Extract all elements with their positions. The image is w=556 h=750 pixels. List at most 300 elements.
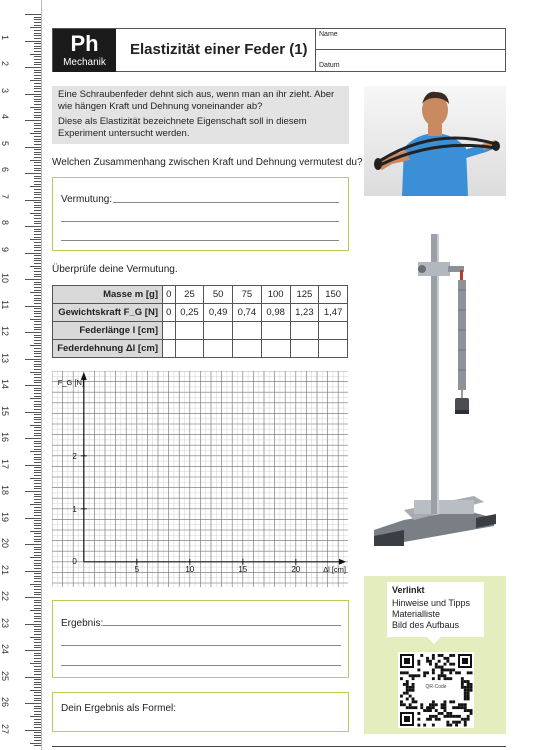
qr-module [438, 666, 441, 669]
ruler-tick [34, 327, 41, 328]
ruler-tick [34, 117, 41, 118]
qr-module [455, 721, 458, 724]
ruler-tick [25, 624, 41, 625]
qr-module [435, 663, 438, 666]
ruler-tick [25, 173, 41, 174]
ruler-tick [30, 160, 41, 161]
name-date-box [315, 29, 506, 72]
qr-module [444, 677, 447, 680]
qr-module [426, 706, 429, 709]
ruler-tick [30, 372, 41, 373]
ruler-tick [30, 398, 41, 399]
qr-module [444, 674, 447, 677]
table-cell: 0,74 [233, 304, 262, 322]
qr-module [406, 706, 409, 709]
ruler-tick [34, 684, 41, 685]
ruler-tick [34, 255, 41, 256]
ruler-tick [34, 462, 41, 463]
ruler-tick [34, 300, 41, 301]
ruler-tick [34, 104, 41, 105]
ruler-tick [34, 157, 41, 158]
ruler-tick [34, 457, 41, 458]
ruler-tick [34, 549, 41, 550]
y-tick-label: 2 [72, 451, 77, 461]
ruler-tick [30, 716, 41, 717]
qr-module [429, 703, 432, 706]
qr-module [420, 703, 423, 706]
ruler-tick [34, 369, 41, 370]
ruler-tick [30, 690, 41, 691]
ruler-tick [34, 687, 41, 688]
qr-module [432, 657, 435, 660]
ruler-tick [34, 131, 41, 132]
qr-module [452, 700, 455, 703]
qr-module [429, 706, 432, 709]
ruler-tick [34, 271, 41, 272]
qr-module [464, 703, 467, 706]
qr-finder-core [404, 716, 410, 722]
qr-module [444, 700, 447, 703]
ruler-tick [34, 382, 41, 383]
qr-module [403, 671, 406, 674]
qr-module [452, 721, 455, 724]
ruler-tick [34, 128, 41, 129]
ruler-tick [34, 351, 41, 352]
table-cell: 0 [163, 304, 176, 322]
qr-module [449, 715, 452, 718]
ruler-tick [34, 35, 41, 36]
ruler-tick [34, 401, 41, 402]
measurement-table [52, 285, 348, 358]
qr-module [432, 715, 435, 718]
formula-box[interactable] [52, 692, 349, 732]
linked-item[interactable]: Materialliste [392, 609, 441, 619]
ruler-tick [34, 88, 41, 89]
ruler-tick [34, 353, 41, 354]
ruler-tick [34, 366, 41, 367]
qr-module [455, 706, 458, 709]
ruler-tick [34, 377, 41, 378]
linked-item[interactable]: Bild des Aufbaus [392, 620, 460, 630]
ruler-tick [34, 592, 41, 593]
ruler-tick [30, 80, 41, 81]
table-cell[interactable] [175, 340, 204, 358]
qr-module [438, 712, 441, 715]
table-cell[interactable] [319, 322, 348, 340]
ruler-tick [34, 316, 41, 317]
qr-module [420, 654, 423, 657]
ruler-tick [34, 409, 41, 410]
qr-module [449, 700, 452, 703]
ruler-tick [34, 600, 41, 601]
ruler-tick [34, 361, 41, 362]
ruler-tick [34, 298, 41, 299]
ruler-tick [34, 202, 41, 203]
ruler-tick [34, 708, 41, 709]
qr-module [438, 677, 441, 680]
qr-module [400, 677, 403, 680]
qr-module [429, 660, 432, 663]
qr-finder-core [462, 658, 468, 664]
qr-module [403, 703, 406, 706]
answer-line [61, 240, 339, 241]
qr-module [426, 709, 429, 712]
ruler-tick [34, 443, 41, 444]
table-cell[interactable] [163, 340, 176, 358]
qr-module [403, 692, 406, 695]
ruler-tick [34, 698, 41, 699]
qr-module [441, 666, 444, 669]
qr-module [446, 715, 449, 718]
ruler-tick [34, 250, 41, 251]
ruler-tick [25, 544, 41, 545]
ruler-tick [34, 470, 41, 471]
ruler-tick [34, 520, 41, 521]
ruler-tick [34, 634, 41, 635]
table-cell[interactable] [233, 322, 262, 340]
ruler-tick [34, 626, 41, 627]
qr-module [467, 692, 470, 695]
hypothesis-box[interactable] [52, 177, 349, 251]
ruler-tick [34, 390, 41, 391]
qr-module [458, 671, 461, 674]
ruler-number: 25 [0, 670, 10, 681]
ruler-tick [25, 306, 41, 307]
ruler-tick [34, 539, 41, 540]
qr-module [406, 671, 409, 674]
check-instruction: Überprüfe deine Vermutung. [52, 264, 178, 275]
table-cell[interactable] [163, 322, 176, 340]
table-cell[interactable] [261, 322, 290, 340]
qr-module [435, 718, 438, 721]
qr-module [412, 674, 415, 677]
ruler-tick [34, 706, 41, 707]
table-cell: 25 [175, 286, 204, 304]
qr-module [426, 671, 429, 674]
ruler-tick [34, 472, 41, 473]
qr-module [432, 724, 435, 727]
ruler-tick [34, 78, 41, 79]
ruler-tick [34, 629, 41, 630]
table-cell: 0 [163, 286, 176, 304]
qr-module [409, 674, 412, 677]
ruler-tick [25, 14, 41, 15]
qr-module [464, 695, 467, 698]
worksheet-header [52, 28, 506, 72]
ruler-number: 5 [0, 140, 10, 146]
table-cell: 0,49 [204, 304, 233, 322]
ruler-tick [34, 343, 41, 344]
linked-resources [364, 576, 506, 734]
ruler-tick [34, 311, 41, 312]
qr-module [417, 663, 420, 666]
ruler-tick [34, 674, 41, 675]
table-cell[interactable] [290, 340, 319, 358]
ruler-tick [34, 364, 41, 365]
ruler-tick [34, 282, 41, 283]
ruler-number: 6 [0, 167, 10, 173]
qr-module [461, 703, 464, 706]
ruler-tick [30, 663, 41, 664]
ruler-tick [34, 197, 41, 198]
ruler-tick [34, 115, 41, 116]
ruler-tick [34, 284, 41, 285]
ruler-tick [34, 735, 41, 736]
ruler-tick [34, 242, 41, 243]
ruler-tick [34, 112, 41, 113]
ruler-tick [34, 745, 41, 746]
ruler-tick [34, 616, 41, 617]
linked-item[interactable]: Hinweise und Tipps [392, 598, 471, 608]
qr-module [467, 715, 470, 718]
qr-module [464, 709, 467, 712]
ruler-tick [34, 329, 41, 330]
qr-code[interactable] [398, 652, 474, 728]
qr-module [449, 669, 452, 672]
ruler-tick [34, 231, 41, 232]
ruler-tick [34, 141, 41, 142]
ruler-number: 13 [0, 352, 10, 363]
ruler-tick [34, 247, 41, 248]
ruler-tick [34, 510, 41, 511]
ruler-tick [34, 287, 41, 288]
ruler-tick [34, 70, 41, 71]
qr-module [441, 654, 444, 657]
ruler-tick [25, 200, 41, 201]
ruler-tick [34, 149, 41, 150]
qr-module [449, 724, 452, 727]
qr-module [446, 660, 449, 663]
ruler-tick [34, 502, 41, 503]
ruler-tick [25, 703, 41, 704]
ruler-tick [34, 435, 41, 436]
qr-module [432, 700, 435, 703]
table-cell[interactable] [204, 322, 233, 340]
qr-module [417, 669, 420, 672]
qr-module [458, 715, 461, 718]
ruler-tick [30, 478, 41, 479]
ruler-tick [34, 276, 41, 277]
ruler-tick [34, 631, 41, 632]
page-title: Elastizität einer Feder (1) [130, 41, 308, 58]
qr-module [449, 712, 452, 715]
qr-module [444, 709, 447, 712]
qr-module [432, 669, 435, 672]
ruler-tick [34, 123, 41, 124]
ruler-tick [34, 740, 41, 741]
ruler-tick [34, 661, 41, 662]
expander-photo [364, 86, 506, 196]
qr-module [438, 660, 441, 663]
qr-module [441, 669, 444, 672]
qr-module [467, 695, 470, 698]
qr-module [417, 712, 420, 715]
table-cell[interactable] [261, 340, 290, 358]
ruler-tick [25, 385, 41, 386]
qr-caption: QR-Code [425, 684, 447, 690]
ruler-tick [34, 512, 41, 513]
ruler-tick [34, 711, 41, 712]
ruler-number: 9 [0, 246, 10, 252]
ruler-tick [34, 605, 41, 606]
ruler-tick [34, 494, 41, 495]
x-tick-label: 20 [291, 564, 301, 574]
ruler-tick [34, 639, 41, 640]
qr-module [438, 718, 441, 721]
qr-module [467, 698, 470, 701]
ruler-tick [34, 184, 41, 185]
ruler-tick [34, 613, 41, 614]
ruler-tick [34, 165, 41, 166]
date-field[interactable] [316, 50, 506, 71]
ruler-tick [34, 33, 41, 34]
x-tick-label: 5 [134, 564, 140, 574]
ruler-tick [30, 213, 41, 214]
qr-module [446, 657, 449, 660]
ruler-tick [34, 722, 41, 723]
qr-module [429, 718, 432, 721]
table-cell: 1,47 [319, 304, 348, 322]
ruler-tick [34, 507, 41, 508]
qr-module [435, 666, 438, 669]
qr-module [441, 703, 444, 706]
ruler-tick [34, 335, 41, 336]
table-cell: 0,25 [175, 304, 204, 322]
ruler-tick [34, 75, 41, 76]
ruler-number: 2 [0, 61, 10, 67]
subject-badge [53, 29, 116, 72]
qr-module [441, 671, 444, 674]
answer-line [61, 645, 341, 646]
footer-line [52, 746, 506, 747]
ruler-tick [34, 223, 41, 224]
row-header: Gewichtskraft F_G [N] [53, 304, 163, 322]
ruler-tick [34, 99, 41, 100]
ruler-tick [34, 192, 41, 193]
row-header: Masse m [g] [53, 286, 163, 304]
ruler-number: 7 [0, 193, 10, 199]
ruler-tick [34, 488, 41, 489]
result-label: Ergebnis: [61, 618, 104, 629]
intro-text-2: Diese als Elastizität bezeichnete Eigenschaft soll in diesem Experiment untersucht werden. [58, 116, 307, 139]
qr-module [455, 715, 458, 718]
qr-module [444, 703, 447, 706]
ruler-tick [34, 83, 41, 84]
name-field[interactable] [316, 29, 506, 50]
ruler-tick [34, 658, 41, 659]
y-tick-label: 1 [72, 504, 77, 514]
qr-module [412, 698, 415, 701]
table-cell[interactable] [233, 340, 262, 358]
qr-module [449, 671, 452, 674]
ruler-tick [34, 194, 41, 195]
ruler-tick [34, 210, 41, 211]
table-cell[interactable] [204, 340, 233, 358]
ruler-tick [34, 422, 41, 423]
table-cell[interactable] [175, 322, 204, 340]
ruler-tick [30, 107, 41, 108]
ruler-tick [34, 205, 41, 206]
qr-module [429, 663, 432, 666]
ruler-number: 8 [0, 220, 10, 226]
ruler-tick [25, 279, 41, 280]
result-box[interactable] [52, 600, 349, 678]
intro-text-1: Eine Schraubenfeder dehnt sich aus, wenn man an ihr zieht. Aber wie hängen Kraft und Dehnung voneinander ab? [58, 89, 335, 112]
ruler-tick [34, 136, 41, 137]
ruler-tick [25, 730, 41, 731]
qr-module [455, 724, 458, 727]
qr-module [400, 671, 403, 674]
ruler-tick [34, 581, 41, 582]
ruler-tick [34, 178, 41, 179]
graph-grid[interactable] [52, 371, 348, 587]
ruler-tick [34, 647, 41, 648]
qr-module [461, 718, 464, 721]
ruler-tick [34, 552, 41, 553]
ruler-tick [34, 719, 41, 720]
ruler-tick [34, 602, 41, 603]
table-cell[interactable] [319, 340, 348, 358]
ruler-tick [34, 594, 41, 595]
ruler-number: 17 [0, 458, 10, 469]
qr-module [455, 671, 458, 674]
ruler-tick [34, 170, 41, 171]
ruler-tick [25, 650, 41, 651]
qr-module [415, 706, 418, 709]
qr-module [452, 654, 455, 657]
ruler-tick [25, 67, 41, 68]
ruler-tick [34, 573, 41, 574]
table-cell: 1,23 [290, 304, 319, 322]
ruler-tick [34, 700, 41, 701]
ruler-tick [34, 215, 41, 216]
qr-module [420, 706, 423, 709]
table-cell[interactable] [290, 322, 319, 340]
x-tick-label: 10 [185, 564, 195, 574]
table-row [53, 286, 348, 304]
hypothesis-label: Vermutung: [61, 194, 113, 205]
ruler-tick [34, 101, 41, 102]
ruler-number: 18 [0, 485, 10, 496]
ruler-tick [30, 27, 41, 28]
ruler-tick [34, 578, 41, 579]
qr-module [464, 680, 467, 683]
ruler-tick [34, 618, 41, 619]
y-axis-label: F_G [N] [57, 378, 85, 387]
ruler-tick [30, 451, 41, 452]
ruler-tick [34, 260, 41, 261]
qr-module [464, 706, 467, 709]
ruler-tick [25, 571, 41, 572]
ruler-number: 19 [0, 511, 10, 522]
qr-module [415, 674, 418, 677]
ruler-number: 14 [0, 379, 10, 390]
qr-module [426, 657, 429, 660]
qr-module [458, 703, 461, 706]
qr-module [417, 660, 420, 663]
ruler-tick [34, 245, 41, 246]
ruler-tick [34, 59, 41, 60]
ruler-number: 22 [0, 591, 10, 602]
ruler-tick [34, 176, 41, 177]
ruler-tick [34, 17, 41, 18]
ruler-tick [34, 653, 41, 654]
subject-code: Ph [70, 31, 99, 56]
ruler-number: 11 [0, 299, 10, 309]
qr-module [446, 724, 449, 727]
answer-line [103, 625, 341, 626]
qr-module [429, 709, 432, 712]
